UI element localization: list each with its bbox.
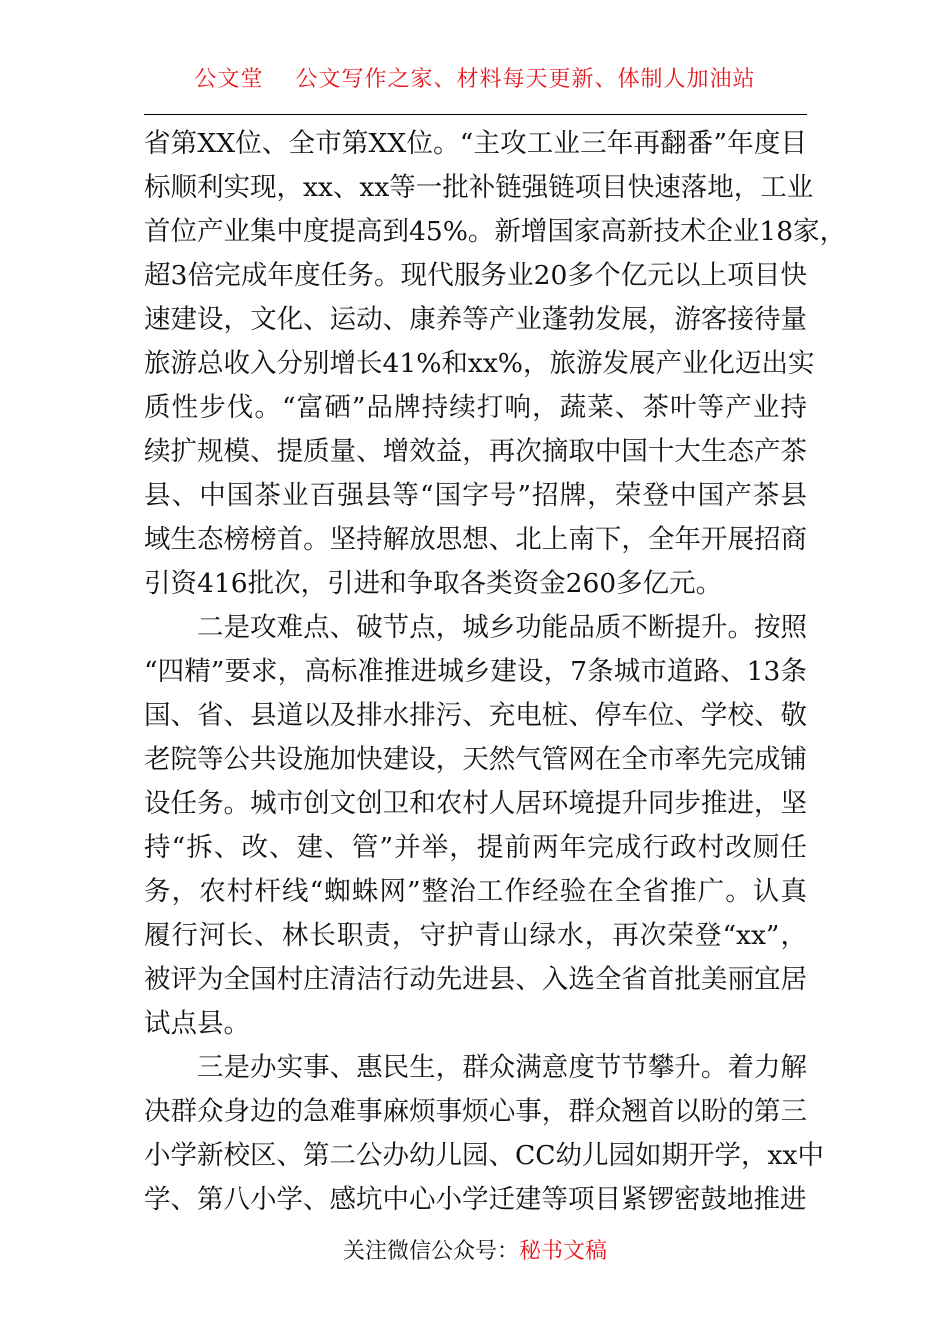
text-line: 二是攻难点、破节点，城乡功能品质不断提升。按照: [197, 612, 807, 643]
text-line: 被评为全国村庄清洁行动先进县、入选全省首批美丽宜居: [144, 964, 807, 995]
text-line: 县、中国茶业百强县等“国字号”招牌，荣登中国产茶县: [144, 480, 807, 511]
text-line: 三是办实事、惠民生，群众满意度节节攀升。着力解: [197, 1052, 807, 1083]
footer-account-name: 秘书文稿: [519, 1239, 608, 1264]
text-line: 引资416批次，引进和争取各类资金260多亿元。: [144, 568, 723, 599]
text-line: 标顺利实现，xx、xx等一批补链强链项目快速落地，工业: [144, 172, 814, 203]
text-line: 务，农村杆线“蜘蛛网”整治工作经验在全省推广。认真: [144, 876, 807, 907]
text-line: 学、第八小学、感坑中心小学迁建等项目紧锣密鼓地推进: [144, 1184, 807, 1215]
text-line: 履行河长、林长职责，守护青山绿水，再次荣登“xx”，: [144, 920, 807, 951]
text-line: 省第XX位、全市第XX位。“主攻工业三年再翻番”年度目: [144, 128, 807, 159]
text-line: 国、省、县道以及排水排污、充电桩、停车位、学校、敬: [144, 700, 807, 731]
text-line: 持“拆、改、建、管”并举，提前两年完成行政村改厕任: [144, 832, 807, 863]
text-line: 老院等公共设施加快建设，天然气管网在全市率先完成铺: [144, 744, 807, 775]
text-line: 旅游总收入分别增长41%和xx%，旅游发展产业化迈出实: [144, 348, 815, 379]
text-line: 小学新校区、第二公办幼儿园、CC幼儿园如期开学，xx中: [144, 1140, 824, 1171]
text-line: 试点县。: [144, 1008, 250, 1039]
text-line: 速建设，文化、运动、康养等产业蓬勃发展，游客接待量: [144, 304, 807, 335]
paragraph: [144, 606, 807, 1046]
text-line: 域生态榜榜首。坚持解放思想、北上南下，全年开展招商: [144, 524, 807, 555]
header-divider: [144, 114, 807, 115]
text-line: “四精”要求，高标准推进城乡建设，7条城市道路、13条: [144, 656, 807, 687]
text-line: 续扩规模、提质量、增效益，再次摘取中国十大生态产茶: [144, 436, 807, 467]
text-line: 首位产业集中度提高到45%。新增国家高新技术企业18家，: [144, 216, 847, 247]
text-line: 设任务。城市创文创卫和农村人居环境提升同步推进，坚: [144, 788, 807, 819]
text-line: 决群众身边的急难事麻烦事烦心事，群众翘首以盼的第三: [144, 1096, 807, 1127]
page-footer: [0, 1234, 950, 1265]
paragraph: [144, 1046, 824, 1222]
text-line: 超3倍完成年度任务。现代服务业20多个亿元以上项目快: [144, 260, 807, 291]
text-line: 质性步伐。“富硒”品牌持续打响，蔬菜、茶叶等产业持: [144, 392, 807, 423]
document-body: [144, 122, 847, 1222]
page-header: 公文堂 公文写作之家、材料每天更新、体制人加油站: [194, 67, 756, 92]
footer-label: 关注微信公众号：: [342, 1239, 519, 1264]
paragraph: [144, 122, 847, 606]
